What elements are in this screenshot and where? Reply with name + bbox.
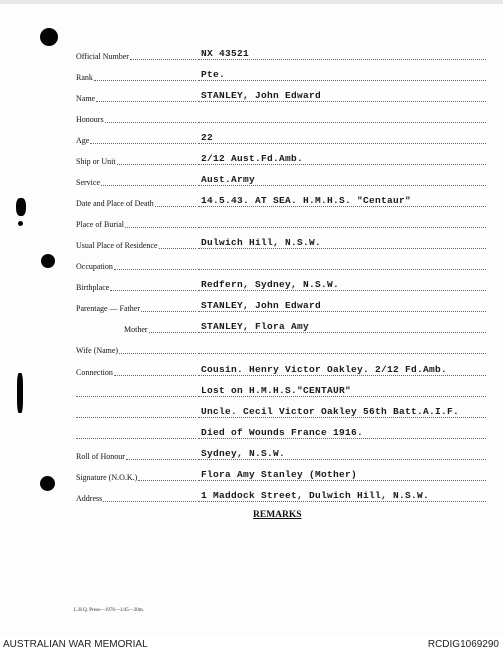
field-row <box>76 215 486 229</box>
field-value: STANLEY, Flora Amy <box>201 321 310 332</box>
field-label: Roll of Honour <box>76 452 125 461</box>
field-row <box>76 426 486 440</box>
field-label: Name <box>76 94 96 103</box>
value-line <box>198 375 486 376</box>
leader-dots <box>103 501 196 502</box>
leader-dots <box>105 122 196 123</box>
field-label: Mother <box>124 325 148 334</box>
value-line <box>198 248 486 249</box>
remarks-heading: REMARKS <box>253 510 302 520</box>
value-line <box>198 480 486 481</box>
value-line <box>198 417 486 418</box>
field-row <box>76 278 486 292</box>
field-label: Honours <box>76 115 104 124</box>
value-line <box>198 227 486 228</box>
field-value: 22 <box>201 132 214 143</box>
field-value: 1 Maddock Street, Dulwich Hill, N.S.W. <box>201 490 430 501</box>
leader-dots <box>125 227 196 228</box>
leader-dots <box>119 353 196 354</box>
leader-dots <box>110 290 196 291</box>
leader-dots <box>96 101 196 102</box>
value-line <box>198 122 486 123</box>
field-row <box>76 489 486 503</box>
field-label: Birthplace <box>76 283 110 292</box>
field-row <box>76 236 486 250</box>
field-label: Ship or Unit <box>76 157 116 166</box>
field-label: Usual Place of Residence <box>76 241 158 250</box>
value-line <box>198 185 486 186</box>
leader-dots <box>114 375 196 376</box>
punch-hole-middle <box>41 254 55 268</box>
field-label: Address <box>76 494 103 503</box>
leader-dots <box>114 269 196 270</box>
field-value: Sydney, N.S.W. <box>201 448 286 459</box>
field-value: Died of Wounds France 1916. <box>201 427 364 438</box>
field-row <box>76 131 486 145</box>
printer-imprint: L.H.Q. Press—1976—1/45—20m. <box>74 608 144 613</box>
field-row <box>76 405 486 419</box>
field-row <box>76 363 486 377</box>
field-row <box>76 89 486 103</box>
field-value: Cousin. Henry Victor Oakley. 2/12 Fd.Amb. <box>201 364 448 375</box>
leader-dots <box>76 438 196 439</box>
value-line <box>198 501 486 502</box>
leader-dots <box>76 396 196 397</box>
punch-hole-mark-3 <box>17 373 23 413</box>
leader-dots <box>76 417 196 418</box>
field-row <box>76 341 486 355</box>
leader-dots <box>101 185 196 186</box>
field-value: Aust.Army <box>201 174 256 185</box>
leader-dots <box>130 59 196 60</box>
field-row <box>76 68 486 82</box>
field-label: Date and Place of Death <box>76 199 154 208</box>
leader-dots <box>155 206 196 207</box>
leader-dots <box>94 80 196 81</box>
field-value: Lost on H.M.H.S."CENTAUR" <box>201 385 352 396</box>
field-value: Redfern, Sydney, N.S.W. <box>201 279 340 290</box>
value-line <box>198 269 486 270</box>
leader-dots <box>90 143 196 144</box>
field-label: Signature (N.O.K.) <box>76 473 138 482</box>
field-row <box>76 110 486 124</box>
field-value: 2/12 Aust.Fd.Amb. <box>201 153 304 164</box>
field-label: Rank <box>76 73 93 82</box>
field-row <box>76 320 486 334</box>
field-row <box>76 194 486 208</box>
value-line <box>198 353 486 354</box>
field-row <box>76 257 486 271</box>
value-line <box>198 459 486 460</box>
field-row <box>76 152 486 166</box>
value-line <box>198 206 486 207</box>
value-line <box>198 396 486 397</box>
field-label: Age <box>76 136 90 145</box>
value-line <box>198 311 486 312</box>
field-row <box>76 468 486 482</box>
field-value: Uncle. Cecil Victor Oakley 56th Batt.A.I.F. <box>201 406 460 417</box>
punch-hole-bottom <box>40 476 55 491</box>
punch-hole-top <box>40 28 58 46</box>
footer-institution: AUSTRALIAN WAR MEMORIAL <box>3 639 148 650</box>
value-line <box>198 438 486 439</box>
field-row <box>76 384 486 398</box>
leader-dots <box>138 480 196 481</box>
punch-hole-mark-1 <box>16 198 26 216</box>
field-value: STANLEY, John Edward <box>201 90 322 101</box>
archive-footer <box>0 636 503 653</box>
field-label: Official Number <box>76 52 129 61</box>
value-line <box>198 164 486 165</box>
leader-dots <box>141 311 196 312</box>
punch-hole-mark-2 <box>18 221 23 226</box>
field-row <box>76 173 486 187</box>
value-line <box>198 332 486 333</box>
field-value: STANLEY, John Edward <box>201 300 322 311</box>
field-row <box>76 299 486 313</box>
scan-edge <box>0 0 503 4</box>
field-value: Flora Amy Stanley (Mother) <box>201 469 358 480</box>
leader-dots <box>117 164 196 165</box>
field-label: Place of Burial <box>76 220 124 229</box>
field-value: NX 43521 <box>201 48 250 59</box>
field-value: Dulwich Hill, N.S.W. <box>201 237 322 248</box>
value-line <box>198 101 486 102</box>
field-row <box>76 47 486 61</box>
leader-dots <box>126 459 196 460</box>
value-line <box>198 290 486 291</box>
field-label: Occupation <box>76 262 113 271</box>
field-value: 14.5.43. AT SEA. H.M.H.S. "Centaur" <box>201 195 412 206</box>
field-row <box>76 447 486 461</box>
footer-record-id: RCDIG1069290 <box>427 639 499 650</box>
field-label: Connection <box>76 368 113 377</box>
field-label: Wife (Name) <box>76 346 119 355</box>
leader-dots <box>149 332 196 333</box>
leader-dots <box>159 248 196 249</box>
field-label: Parentage — Father <box>76 304 140 313</box>
value-line <box>198 59 486 60</box>
value-line <box>198 80 486 81</box>
value-line <box>198 143 486 144</box>
field-label: Service <box>76 178 100 187</box>
field-value: Pte. <box>201 69 226 80</box>
